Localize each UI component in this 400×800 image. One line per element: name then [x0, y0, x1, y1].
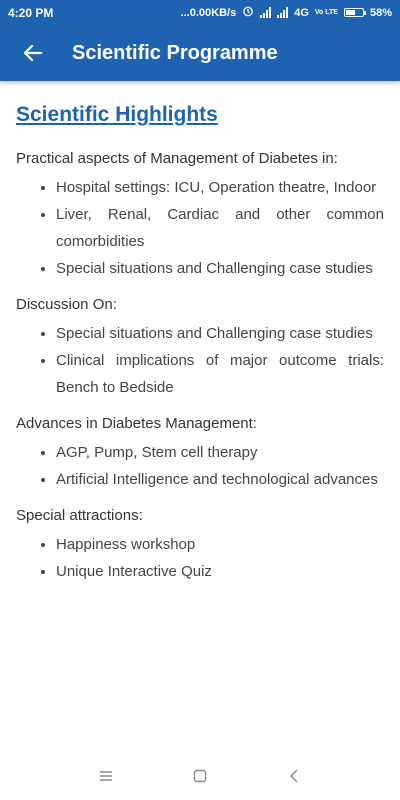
section-title: Advances in Diabetes Management:: [16, 415, 257, 432]
signal-icon: [260, 7, 271, 18]
page-title: Scientific Programme: [72, 41, 278, 64]
lte-label: Vo LTE: [314, 9, 338, 16]
list-item: • Artificial Intelligence and technological advances: [56, 466, 384, 493]
list-item: • AGP, Pump, Stem cell therapy: [56, 439, 384, 466]
chevron-left-icon: [289, 769, 299, 783]
back-nav-button[interactable]: [282, 764, 306, 788]
menu-button[interactable]: [94, 764, 118, 788]
content-area: [16, 100, 384, 595]
status-bar: [0, 0, 400, 25]
system-nav-bar: [0, 752, 400, 800]
section-title: Discussion On:: [16, 296, 117, 313]
section-discussion: [16, 292, 384, 401]
status-time: 4:20 PM: [8, 5, 54, 20]
bullet-list: [16, 531, 384, 585]
app-bar: [0, 25, 400, 81]
list-item: • Clinical implications of major outcome trials: Bench to Bedside: [56, 347, 384, 401]
bullet-list: [16, 174, 384, 282]
home-square-icon: [193, 769, 207, 783]
signal-icon-2: [277, 7, 288, 18]
net-speed: ...0.00KB/s: [180, 6, 237, 19]
section-title: Practical aspects of Management of Diabetes in:: [16, 150, 338, 167]
section-practical-aspects: [16, 146, 384, 282]
back-button[interactable]: [20, 40, 46, 66]
bullet-list: [16, 439, 384, 493]
list-item: • Liver, Renal, Cardiac and other common comorbidities: [56, 201, 384, 255]
list-item: • Special situations and Challenging case studies: [56, 320, 384, 347]
status-icons: [181, 5, 392, 20]
section-title: Special attractions:: [16, 507, 143, 524]
list-item: • Happiness workshop: [56, 531, 384, 558]
network-type: 4G: [294, 6, 309, 19]
scientific-highlights-heading[interactable]: Scientific Highlights: [16, 103, 218, 126]
list-item: • Special situations and Challenging case studies: [56, 255, 384, 282]
list-item: • Unique Interactive Quiz: [56, 558, 384, 585]
list-item: • Hospital settings: ICU, Operation theatre, Indoor: [56, 174, 384, 201]
arrow-left-icon: [23, 43, 43, 63]
battery-icon: [344, 8, 364, 17]
battery-percent: 58%: [369, 6, 392, 19]
section-advances: [16, 411, 384, 493]
section-special-attractions: [16, 503, 384, 585]
menu-icon: [99, 770, 113, 782]
bullet-list: [16, 320, 384, 401]
home-button[interactable]: [188, 764, 212, 788]
alarm-icon: [242, 5, 254, 20]
